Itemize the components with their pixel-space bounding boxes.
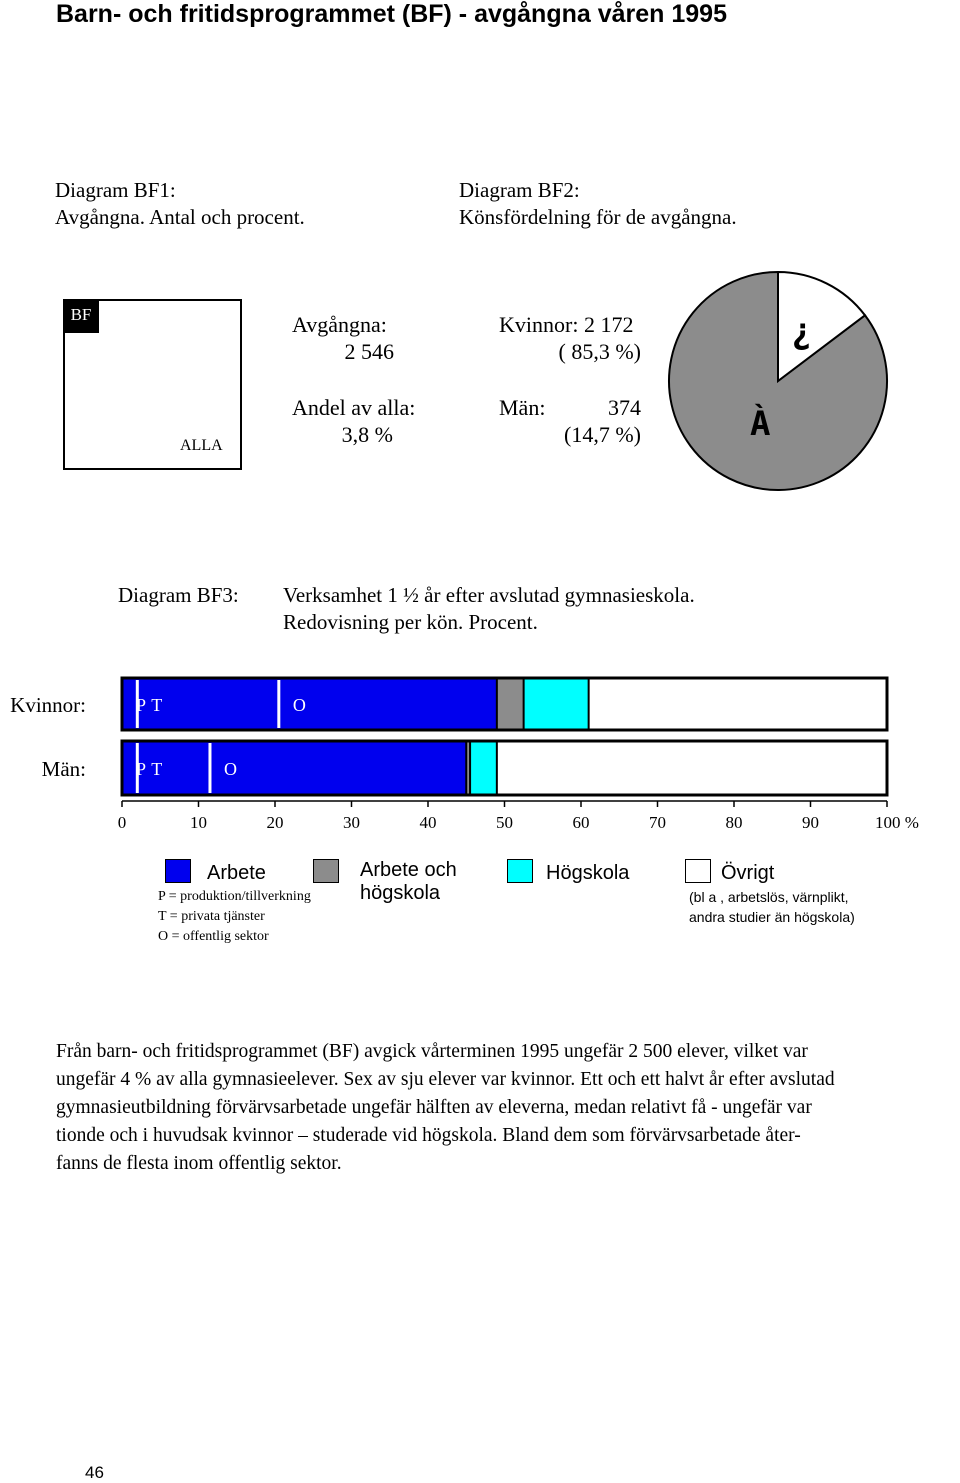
kvinnor-label: Kvinnor: 2 172 xyxy=(499,312,634,337)
legend-note-ovrigt-line1: (bl a , arbetslös, värnplikt, xyxy=(689,889,849,905)
legend-swatch-hogskola xyxy=(507,859,533,883)
diagram-bf1-caption-line1: Diagram BF1: xyxy=(55,178,176,202)
body-text-line: Från barn- och fritidsprogrammet (BF) avgick vårterminen 1995 ungefär 2 500 elever, vilket var xyxy=(56,1041,808,1062)
x-axis-tick-label: 0 xyxy=(117,813,127,832)
diagram-bf2-caption-line2: Könsfördelning för de avgångna. xyxy=(459,205,737,229)
x-axis-tick-label: 90 xyxy=(802,813,819,832)
avgangna-label: Avgångna: xyxy=(292,312,387,337)
diagram-bf1-caption-line2: Avgångna. Antal och procent. xyxy=(55,205,305,229)
bar-subsegment-label: O xyxy=(292,695,306,715)
x-axis-tick-label: 40 xyxy=(419,813,437,832)
legend-swatch-arbete-hogskola xyxy=(313,859,339,883)
andel-value: 3,8 % xyxy=(341,422,393,447)
body-text-line: gymnasieutbildning förvärvsarbetade ungefär hälften av eleverna, medan relativt få - ungefär var xyxy=(56,1097,812,1118)
body-text-line: ungefär 4 % av alla gymnasieelever. Sex av sju elever var kvinnor. Ett och ett halvt år efter avslutad xyxy=(56,1069,835,1090)
bar-segment-ovrigt xyxy=(589,678,887,730)
legend-label-arbete: Arbete xyxy=(207,862,266,884)
avgangna-value: 2 546 xyxy=(344,339,394,364)
legend-note-ovrigt xyxy=(689,887,855,927)
x-axis-tick-label: 30 xyxy=(343,813,360,832)
man-label: Män: xyxy=(499,395,546,420)
bar-segment-hogskola xyxy=(524,678,589,730)
page-number: 46 xyxy=(85,1463,104,1482)
bar-subsegment-label: O xyxy=(223,759,237,779)
bar-subsegment-label: P xyxy=(136,695,147,715)
bar-subsegment-label: P xyxy=(136,759,147,779)
legend-label-hogskola: Högskola xyxy=(546,862,630,884)
diagram-bf3-label: Diagram BF3: xyxy=(118,583,239,607)
x-axis-tick-label: 100 % xyxy=(875,813,919,832)
diagram-bf2-caption-line1: Diagram BF2: xyxy=(459,178,580,202)
man-value: 374 xyxy=(608,395,641,420)
x-axis-tick-label: 10 xyxy=(190,813,207,832)
legend-label-arbete-hogskola xyxy=(360,859,457,905)
andel-label: Andel av alla: xyxy=(292,395,416,420)
legend-label-arbete-hogskola-line1: Arbete och xyxy=(360,859,457,881)
pie-symbol-women: À xyxy=(750,404,771,444)
bar-category-label: Män: xyxy=(41,757,86,781)
legend-label-ovrigt: Övrigt xyxy=(721,862,775,884)
legend-note-ovrigt-line2: andra studier än högskola) xyxy=(689,909,855,925)
legend-note-arbete xyxy=(158,887,311,947)
legend-note-o: O = offentlig sektor xyxy=(158,929,269,944)
x-axis-tick-label: 70 xyxy=(649,813,666,832)
x-axis-tick-label: 20 xyxy=(266,813,284,832)
alla-label: ALLA xyxy=(180,437,223,454)
bar-segment-hogskola xyxy=(470,741,497,795)
body-text-line: fanns de flesta inom offentlig sektor. xyxy=(56,1153,342,1174)
body-text xyxy=(56,1038,960,1178)
bar-subsegment-label: T xyxy=(151,695,163,715)
gender-pie-chart xyxy=(666,269,890,493)
diagram-bf2-caption xyxy=(459,177,737,231)
legend-swatch-arbete xyxy=(165,859,191,883)
x-axis-tick-label: 50 xyxy=(496,813,513,832)
diagram-bf3-caption-line2: Redovisning per kön. Procent. xyxy=(283,610,538,634)
man-pct: (14,7 %) xyxy=(564,422,641,447)
legend-note-t: T = privata tjänster xyxy=(158,909,265,924)
legend-note-p: P = produktion/tillverkning xyxy=(158,889,311,904)
x-axis-tick-label: 60 xyxy=(572,813,590,832)
legend-swatch-ovrigt xyxy=(685,859,711,883)
legend-label-arbete-hogskola-line2: högskola xyxy=(360,882,441,904)
bar-category-label: Kvinnor: xyxy=(10,693,86,717)
bar-segment-arbete xyxy=(122,741,466,795)
bar-segment-arbete xyxy=(122,678,497,730)
body-text-line: tionde och i huvudsak kvinnor – studerade vid högskola. Bland dem som förvärvsarbetade åter- xyxy=(56,1125,801,1146)
activity-bar-chart xyxy=(0,660,960,845)
bar-segment-arbete_hogskola xyxy=(497,678,524,730)
kvinnor-pct: ( 85,3 %) xyxy=(558,339,641,364)
diagram-bf3-caption-line1: Verksamhet 1 ½ år efter avslutad gymnasieskola. xyxy=(283,583,695,607)
bar-subsegment-label: T xyxy=(151,759,163,779)
bar-segment-ovrigt xyxy=(497,741,887,795)
pie-symbol-men: ¿ xyxy=(791,311,813,352)
bf-tag: BF xyxy=(63,299,99,333)
diagram-bf3-caption xyxy=(283,582,695,636)
page-title: Barn- och fritidsprogrammet (BF) - avgångna våren 1995 xyxy=(56,0,727,28)
x-axis-tick-label: 80 xyxy=(725,813,743,832)
diagram-bf1-caption xyxy=(55,177,305,231)
